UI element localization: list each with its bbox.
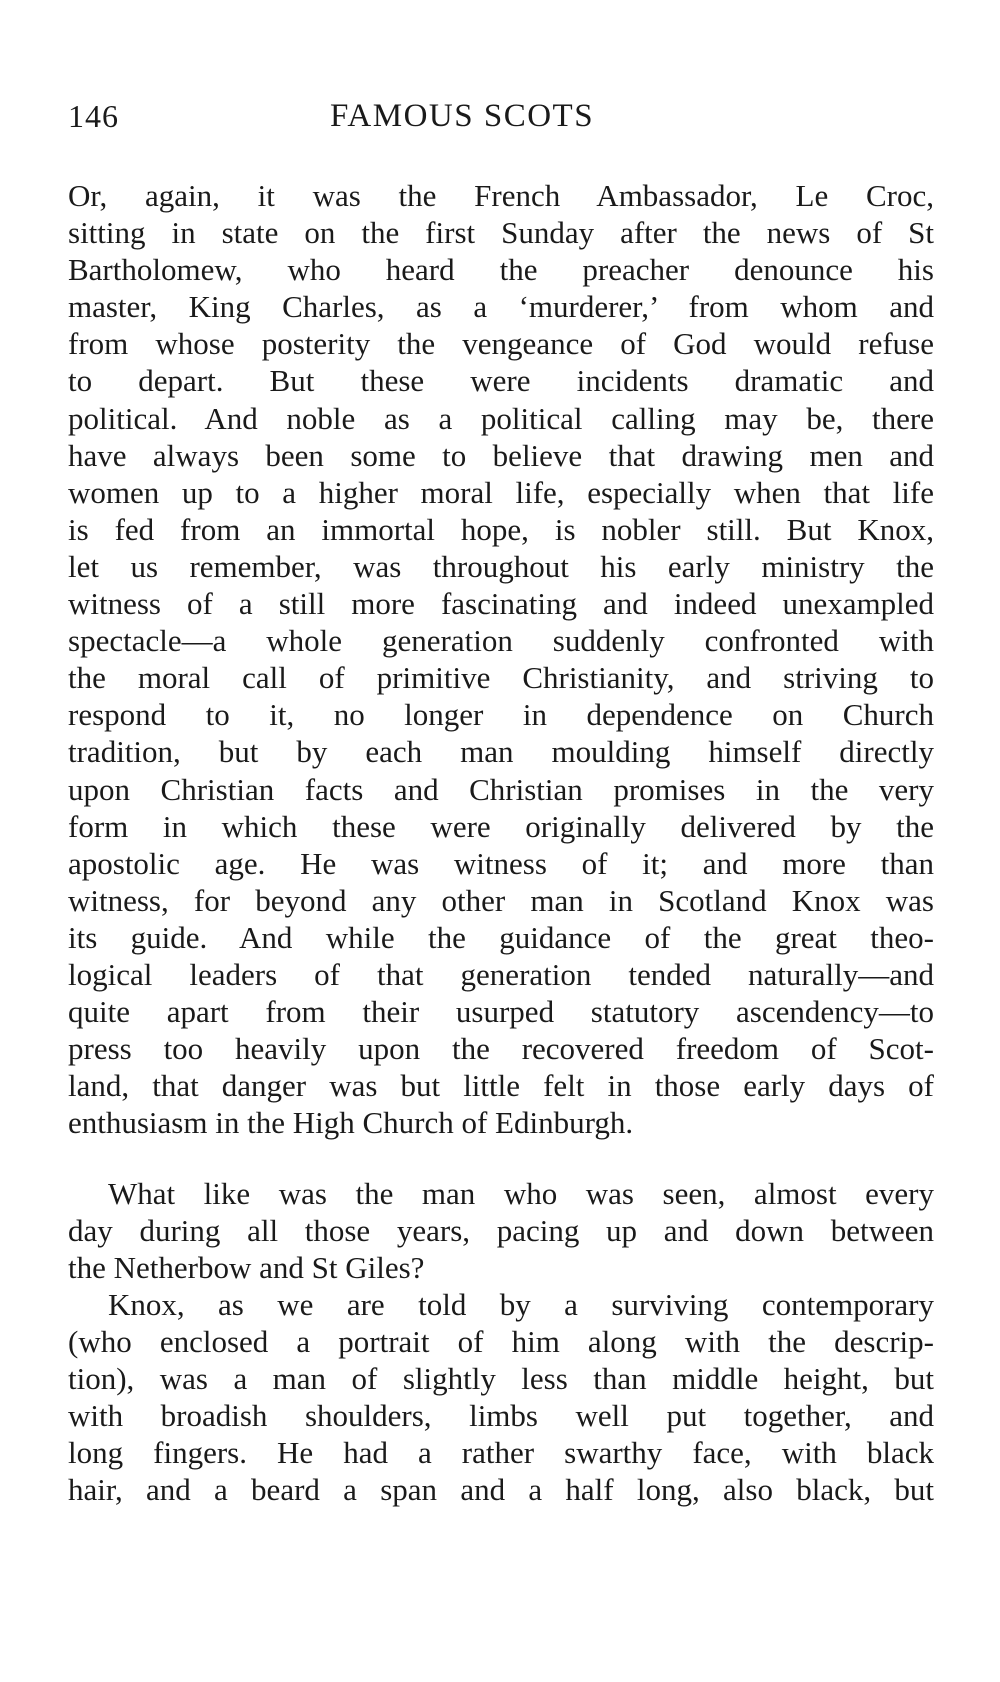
paragraph-knox-description xyxy=(68,1286,934,1509)
text-line: political. And noble as a political calling may be, there xyxy=(68,400,934,436)
text-line: form in which these were originally delivered by the xyxy=(68,808,934,844)
text-line: witness, for beyond any other man in Scotland Knox was xyxy=(68,882,934,918)
text-line: quite apart from their usurped statutory ascendency—to xyxy=(68,994,934,1030)
text-line: logical leaders of that generation tended naturally—and xyxy=(68,956,934,992)
text-line: (who enclosed a portrait of him along with the descrip- xyxy=(68,1324,934,1360)
text-line: upon Christian facts and Christian promises in the very xyxy=(68,771,934,807)
running-title: FAMOUS SCOTS xyxy=(330,98,595,134)
text-line: master, King Charles, as a ‘murderer,’ from whom and xyxy=(68,289,934,325)
text-line: is fed from an immortal hope, is nobler still. But Knox, xyxy=(68,511,934,547)
text-line: land, that danger was but little felt in those early days of xyxy=(68,1068,934,1104)
running-head xyxy=(68,98,938,142)
paragraph-le-croc xyxy=(68,177,934,1141)
text-line: with broadish shoulders, limbs well put together, and xyxy=(68,1398,934,1434)
text-line: Or, again, it was the French Ambassador, Le Croc, xyxy=(68,178,934,213)
text-line: the Netherbow and St Giles? xyxy=(68,1250,425,1286)
text-line: Bartholomew, who heard the preacher denounce his xyxy=(68,252,934,288)
text-line: day during all those years, pacing up and down between xyxy=(68,1213,934,1249)
text-line: tradition, but by each man moulding himself directly xyxy=(68,734,934,770)
text-line: apostolic age. He was witness of it; and more than xyxy=(68,845,934,881)
page-number: 146 xyxy=(68,98,119,134)
text-line: have always been some to believe that drawing men and xyxy=(68,437,934,473)
text-line: hair, and a beard a span and a half long, also black, but xyxy=(68,1472,934,1508)
text-line: the moral call of primitive Christianity, and striving to xyxy=(68,660,934,696)
text-line: press too heavily upon the recovered freedom of Scot- xyxy=(68,1031,934,1067)
text-line: Knox, as we are told by a surviving contemporary xyxy=(108,1287,934,1322)
text-line: What like was the man who was seen, almost every xyxy=(108,1176,934,1211)
text-line: to depart. But these were incidents dramatic and xyxy=(68,363,934,399)
text-line: witness of a still more fascinating and indeed unexampled xyxy=(68,586,934,622)
text-line: let us remember, was throughout his early ministry the xyxy=(68,548,934,584)
text-line: women up to a higher moral life, especially when that life xyxy=(68,474,934,510)
text-line: respond to it, no longer in dependence on Church xyxy=(68,697,934,733)
text-line: its guide. And while the guidance of the great theo- xyxy=(68,919,934,955)
text-line: from whose posterity the vengeance of God would refuse xyxy=(68,326,934,362)
text-line: sitting in state on the first Sunday after the news of St xyxy=(68,215,934,251)
text-line: spectacle—a whole generation suddenly confronted with xyxy=(68,623,934,659)
paragraph-what-like xyxy=(68,1175,934,1286)
text-line: enthusiasm in the High Church of Edinburgh. xyxy=(68,1105,634,1141)
text-line: long fingers. He had a rather swarthy face, with black xyxy=(68,1435,934,1471)
text-line: tion), was a man of slightly less than middle height, but xyxy=(68,1361,934,1397)
